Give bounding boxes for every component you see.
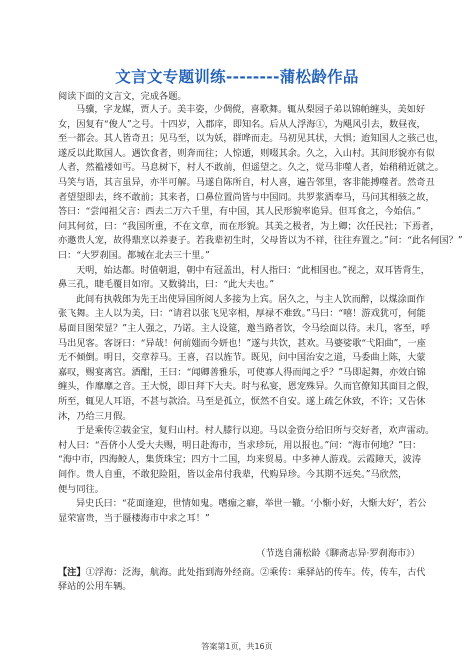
source-citation: （节选自蒲松龄《聊斋志异·罗刹海市》） [256,548,420,559]
passage-text: 女，因复有“俊人”之号。十四岁，入郡庠，即知名。后从人浮海①，为飓风引去，数昼夜， [58,118,426,130]
passage-text: 人者，然褴褛如丐。马息树下，村人不敢前，但遥望之。久之，觉马非噬人者，始稍稍近就之。 [58,162,444,174]
passage-text: 遂反以此欺国人。遇饮食者，则奔而往；人惊遁，则啜其余。久之，入山村。其间形貌亦有似 [58,147,435,159]
passage-text: 异史氏曰：“花面逢迎，世情如鬼。嗜痂之癖，举世一辙。‘小惭小好，大惭大好’，若公 [76,498,427,510]
passage-text: 马骥，字龙媒，贾人子。美丰姿，少倜傥，喜歌舞。辄从梨园子弟以锦帕缠头，美如好 [76,104,426,115]
passage-line [58,162,444,174]
passage-line [58,279,422,291]
passage-text: 便与同往。 [58,483,104,495]
passage-text: 鼻三孔，睫毛覆目如帘。又数骑出，曰：“此大夫也。” [58,279,275,291]
passage-line [58,177,435,189]
passage-text: 缠头，作靡靡之音。王大悦，即日拜下大夫。时与私宴，恩宠殊异。久而官僚知其面目之假， [58,381,435,393]
passage-text: 问其何贫，曰：“我国所重，不在文章，而在形貌。其美之极者，为上卿；次任民社；下焉者， [58,220,440,232]
passage-line [58,220,440,233]
passage-text: 亦邀贵人宠，故得鼎烹以养妻子。若我辈初生时，父母皆以为不祥，往往弃置之。”问：“此名何国？” [58,235,463,247]
passage-text: 无不倾倒。明日，交章荐马。王喜，召以旌节。既见，问中国治安之道，马委曲上陈，大蒙 [58,352,426,364]
passage-text: 曰：“大罗刹国。都城在北去三十里。” [58,250,210,261]
passage-text: 天明，始达都。时值朝退，朝中有冠盖出，村人指曰：“此相国也。”视之，双耳皆背生， [76,264,430,276]
passage-line [58,440,422,452]
passage-text: 于是乘传②载金宝，复归山村。村人膝行以迎。马以金资分给旧所与交好者，欢声雷动。 [76,425,435,437]
passage-line [58,381,435,393]
passage-line [76,498,427,510]
passage-line [58,147,435,160]
passage-line [58,484,422,496]
passage-line [58,454,422,466]
passage-text: 所至，辄见人耳语，不甚与款洽。马至是孤立，恹然不自安。遂上疏乞休致，不许；又告休 [58,396,426,407]
passage-line [58,206,422,218]
instruction-text: 阅读下面的文言文，完成各题。 [58,91,187,102]
note-text-1: ①浮海：泛海，航海。此处指到海外经商。②乘传：乘驿站的传车。传，传车，古代 [85,567,426,578]
passage-line [58,235,463,247]
passage-text: 沐，乃给三月假。 [58,410,132,422]
passage-line [58,411,422,423]
passage-line [58,366,426,379]
page-title: 文言文专题训练--------蒲松龄作品 [115,68,359,86]
passage-text: 马出见客。客讶曰：“异哉！何前媸而今妍也！”遂与共饮，甚欢。马婆娑歌“弋阳曲”，一座 [58,337,426,349]
passage-line [58,337,426,350]
passage-text: “海中市，四海鲛人，集货珠宝；四方十二国，均来贸易。中多神人游戏。云霞障天，波涛 [58,454,422,466]
passage-text: 张飞舞。主人以为美，曰：“请君以张飞见宰相，厚禄不难致。”马曰：“嘻！游戏犹可，何能 [58,308,426,320]
note-line-2: 驿站的公用车辆。 [58,581,132,592]
passage-text: 村人曰：“吾侪小人受大夫赐，明日赴海市，当求珍玩，用以报也。”问：“海市何地？”曰： [58,439,422,451]
passage-text: 此间有执戟郎为先王出使异国所阅人多接为上宾。居久之，与主人饮而醉，以煤涂面作 [76,293,426,305]
note-label: 【注】 [58,567,86,578]
note-line-1 [58,566,426,580]
passage-text: 者望望即去，终不敢前；其来者，口鼻位置尚皆与中国同。共罗浆酒奉马，马问其相骇之故， [58,191,435,203]
passage-text: 间作。贵人自重，不敢犯险阻，皆以金帛付我辈，代购异珍。今其期不远矣。”马欣然， [58,469,408,480]
passage-line [58,323,431,335]
passage-text: 嘉叹，赐宴离宫。酒酣，王曰：“闻卿善雅乐，可使寡人得而闻之乎？”马即起舞，亦效白锦 [58,366,426,378]
passage-line [58,396,426,408]
passage-text: 易面目图荣显？”主人强之，乃诺。主人设筵，邀当路者饮，令马绘面以待。未几，客至，呼 [58,323,431,334]
passage-line [58,352,426,364]
passage-line [58,191,435,204]
passage-line [76,425,435,437]
passage-line [76,264,430,277]
passage-line [58,250,422,262]
passage-text: 至一都会。其人皆奇丑；见马至，以为妖，群哗而走。马初见其状，大惧；迨知国人之骇己也， [58,133,444,145]
passage-line [58,118,426,131]
passage-line [58,469,422,481]
annotation-note [58,566,426,594]
page-footer: 答案第1页，共16页 [201,642,273,651]
passage-line [58,308,426,320]
passage-line [58,133,444,145]
passage-text: 答曰：“尝闻祖父言：西去二万六千里，有中国，其人民形貌率诡异。但耳食之，今始信。” [58,206,422,218]
passage-text: 显荣富贵，当于蜃楼海市中求之耳！” [58,512,210,524]
passage-line [76,293,426,306]
passage-text: 马笑与语，其言虽异，亦半可解。马遂自陈所自，村人喜，遍告邻里，客非能搏噬者。然奇丑 [58,177,435,188]
passage-line [58,513,422,525]
passage-line [76,104,426,116]
